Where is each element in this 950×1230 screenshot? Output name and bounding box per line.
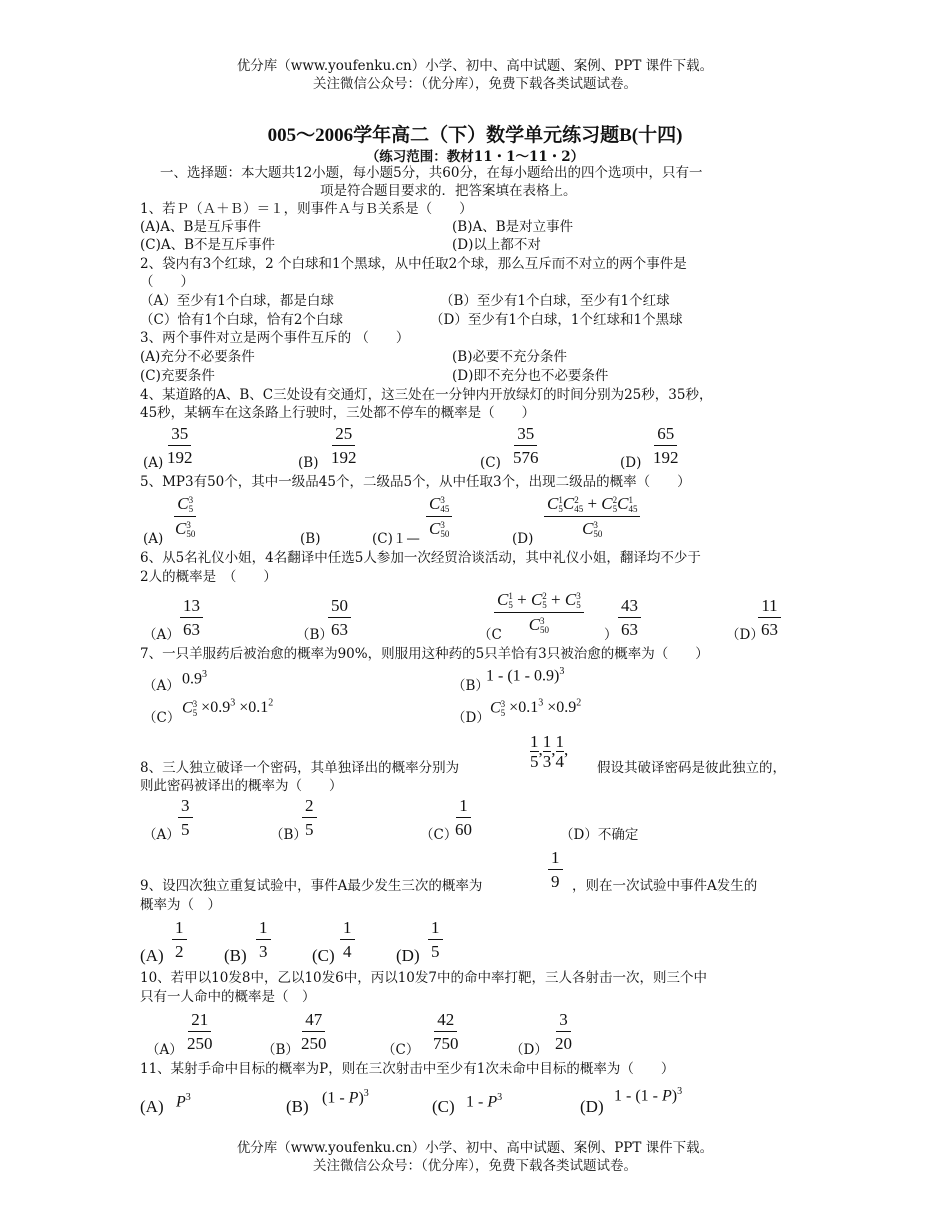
q5-stem: 5、MP3有50个，其中一级品45个，二级品5个，从中任取3个，出现二级品的概率（ ） xyxy=(140,474,691,490)
q9-label-b: (B) xyxy=(224,946,247,965)
q10-label-d: （D） xyxy=(510,1042,548,1058)
q11-label-b: (B) xyxy=(286,1097,309,1116)
q6-stem: 6、从5名礼仪小姐，4名翻译中任选5人参加一次经贸洽谈活动，其中礼仪小姐，翻译均不少于 xyxy=(140,550,701,566)
q8-stem-tail: 假设其破译密码是彼此独立的， xyxy=(597,760,786,776)
q5-label-c: (C)１— xyxy=(372,531,420,547)
q2-option-b: （B）至少有1个白球，至少有1个红球 xyxy=(440,293,670,309)
q9-fraction-b: $\frac{1}{3}$ xyxy=(256,918,271,961)
q7-label-d: （D） xyxy=(452,710,490,726)
q8-label-c: （C） xyxy=(420,827,458,843)
q10-label-b: （B） xyxy=(262,1042,299,1058)
footer-line-1: 优分库（www.youfenku.cn）小学、初中、高中试题、案例、PPT 课件下载。 xyxy=(236,1140,714,1156)
q5-fraction-c: C 3 45 C 3 50 xyxy=(426,494,452,539)
q5-fraction-d: C 1 5 C 2 45 + C 2 5 C 1 45 C 3 50 xyxy=(544,494,640,539)
q7-stem: 7、一只羊服药后被治愈的概率为90%，则服用这种药的5只羊恰有3只被治愈的概率为（ ） xyxy=(140,646,709,662)
q3-option-b: (B)必要不充分条件 xyxy=(452,349,567,365)
q1-option-d: (D)以上都不对 xyxy=(452,237,541,253)
page-title: 005～2006学年高二（下）数学单元练习题B(十四) xyxy=(267,125,683,146)
q11-label-a: (A) xyxy=(140,1097,164,1116)
page-subtitle: （练习范围：教材11・1～11・2） xyxy=(365,149,585,165)
q8-label-a: （A） xyxy=(143,827,180,843)
q11-option-a-expr: $P^3$ xyxy=(176,1092,191,1111)
q2-option-d: （D）至少有1个白球，1个红球和1个黑球 xyxy=(430,312,683,328)
q10-stem-2: 只有一人命中的概率是（ ） xyxy=(140,989,316,1005)
q2-stem: 2、袋内有3个红球，2 个白球和1个黑球，从中任取2个球，那么互斥而不对立的两个事件是 xyxy=(140,256,687,272)
q6-label-d: （D） xyxy=(726,627,764,643)
q4-stem: 4、某道路的A、B、C三处设有交通灯，这三处在一分钟内开放绿灯的时间分别为25秒，35秒， xyxy=(140,387,713,403)
q4-label-a: (A) xyxy=(143,455,164,471)
q1-stem: 1、若Ｐ（Ａ＋Ｂ）＝１，则事件Ａ与Ｂ关系是（ ） xyxy=(140,201,473,217)
q9-fraction-c: $\frac{1}{4}$ xyxy=(340,918,355,961)
q7-label-c: （C） xyxy=(143,710,181,726)
q9-fraction-d: $\frac{1}{5}$ xyxy=(428,918,443,961)
q10-label-c: （C） xyxy=(382,1042,420,1058)
q1-option-c: (C)A、B不是互斥事件 xyxy=(140,237,276,253)
q10-fraction-c: $\frac{42}{750}$ xyxy=(433,1010,459,1053)
q10-fraction-a: $\frac{21}{250}$ xyxy=(187,1010,213,1053)
q9-label-d: (D) xyxy=(396,946,420,965)
q5-fraction-a: C 3 5 C 3 50 xyxy=(175,494,196,540)
q7-option-d-expr: C 3 5 $\times 0.1^3 \times 0.9^2$ xyxy=(490,698,582,718)
q10-fraction-d: $\frac{3}{20}$ xyxy=(555,1010,572,1053)
header-line-1: 优分库（www.youfenku.cn）小学、初中、高中试题、案例、PPT 课件下载。 xyxy=(236,58,714,74)
q6-stem-2: 2人的概率是 （ ） xyxy=(140,569,277,585)
section-instruction-1: 一、选择题：本大题共12小题，每小题5分，共60分，在每小题给出的四个选项中，只有一 xyxy=(160,165,703,181)
q4-fraction-a: $\frac{35}{192}$ xyxy=(167,424,193,467)
q7-option-a-expr: $0.9^3$ xyxy=(182,669,207,688)
q9-stem-tail: ，则在一次试验中事件A发生的 xyxy=(572,878,758,894)
q8-stem: 8、三人独立破译一个密码，其单独译出的概率分别为 xyxy=(140,760,460,776)
q8-probabilities: $\frac{1}{5}$ , $\frac{1}{3}$ , $\frac{1}{4}$ , xyxy=(530,731,569,771)
q11-option-c-expr: $1 - P^3$ xyxy=(466,1092,503,1111)
q6-label-b: （B） xyxy=(296,627,333,643)
q5-label-b: (B) xyxy=(300,531,321,547)
q9-fraction-a: $\frac{1}{2}$ xyxy=(172,918,187,961)
q8-label-b: （B） xyxy=(270,827,307,843)
q4-fraction-d: $\frac{65}{192}$ xyxy=(653,424,679,467)
q2-option-c: （C）恰有1个白球，恰有2个白球 xyxy=(140,312,344,328)
q1-option-b: (B)A、B是对立事件 xyxy=(452,219,574,235)
q9-stem: 9、设四次独立重复试验中，事件A最少发生三次的概率为 xyxy=(140,878,483,894)
q10-label-a: （A） xyxy=(146,1042,183,1058)
q6-label-a: （A） xyxy=(143,627,180,643)
q10-stem: 10、若甲以10发8中，乙以10发6中，丙以10发7中的命中率打靶，三人各射击一次，则三个中 xyxy=(140,970,707,986)
q7-option-c-expr: C 3 5 $\times 0.9^3 \times 0.1^2$ xyxy=(182,698,274,718)
q6-label-c: （C xyxy=(478,627,502,643)
q8-stem-2: 则此密码被译出的概率为（ ） xyxy=(140,778,343,794)
q2-option-a: （A）至少有1个白球，都是白球 xyxy=(140,293,334,309)
q6-fraction-a: $\frac{13}{63}$ xyxy=(180,596,203,639)
q6-fraction-b: $\frac{50}{63}$ xyxy=(328,596,351,639)
q3-stem: 3、两个事件对立是两个事件互斥的 （ ） xyxy=(140,330,410,346)
q4-fraction-c: $\frac{35}{576}$ xyxy=(513,424,539,467)
q11-label-c: (C) xyxy=(432,1097,455,1116)
footer-line-2: 关注微信公众号：（优分库），免费下载各类试题试卷。 xyxy=(313,1158,637,1174)
q6-fraction-c-formula: C 1 5 + C 2 5 + C 3 5 C 3 50 xyxy=(494,590,584,635)
q7-label-b: （B） xyxy=(452,678,489,694)
q11-stem: 11、某射手命中目标的概率为P，则在三次射击中至少有1次未命中目标的概率为（ ） xyxy=(140,1061,675,1077)
q9-label-a: (A) xyxy=(140,946,164,965)
q4-label-d: (D) xyxy=(620,455,642,471)
q3-option-a: (A)充分不必要条件 xyxy=(140,349,255,365)
q11-option-d-expr: 1 - (1 - P)$^3$ xyxy=(614,1086,683,1105)
q11-label-d: (D) xyxy=(580,1097,604,1116)
q8-option-d: （D）不确定 xyxy=(560,827,639,843)
q6-fraction-d: $\frac{11}{63}$ xyxy=(758,596,781,639)
header-line-2: 关注微信公众号：（优分库），免费下载各类试题试卷。 xyxy=(313,76,637,92)
q8-fraction-c: $\frac{1}{60}$ xyxy=(455,796,472,839)
q6-fraction-c: $\frac{43}{63}$ xyxy=(618,596,641,639)
section-instruction-2: 项是符合题目要求的．把答案填在表格上。 xyxy=(320,183,577,199)
q9-stem-2: 概率为（ ） xyxy=(140,897,221,913)
q9-stem-fraction: $\frac{1}{9}$ xyxy=(548,848,563,891)
q8-fraction-b: $\frac{2}{5}$ xyxy=(302,796,317,839)
q4-stem-2: 45秒，某辆车在这条路上行驶时，三处都不停车的概率是（ ） xyxy=(140,405,536,421)
q7-label-a: （A） xyxy=(143,678,180,694)
q7-option-b-expr: 1 - (1 - 0.9)$^3$ xyxy=(486,666,565,685)
q9-label-c: (C) xyxy=(312,946,335,965)
q11-option-b-expr: (1 - P)$^3$ xyxy=(322,1088,369,1107)
q5-label-a: (A) xyxy=(143,531,164,547)
q10-fraction-b: $\frac{47}{250}$ xyxy=(301,1010,327,1053)
q2-stem-2: （ ） xyxy=(140,274,194,290)
q8-fraction-a: $\frac{3}{5}$ xyxy=(178,796,193,839)
q3-option-d: (D)即不充分也不必要条件 xyxy=(452,368,609,384)
q4-fraction-b: $\frac{25}{192}$ xyxy=(331,424,357,467)
q4-label-b: (B) xyxy=(298,455,319,471)
q4-label-c: (C) xyxy=(480,455,501,471)
q1-option-a: (A)A、B是互斥事件 xyxy=(140,219,261,235)
q5-label-d: (D) xyxy=(512,531,534,547)
q6-label-c-close: ） xyxy=(604,627,618,643)
q3-option-c: (C)充要条件 xyxy=(140,368,215,384)
